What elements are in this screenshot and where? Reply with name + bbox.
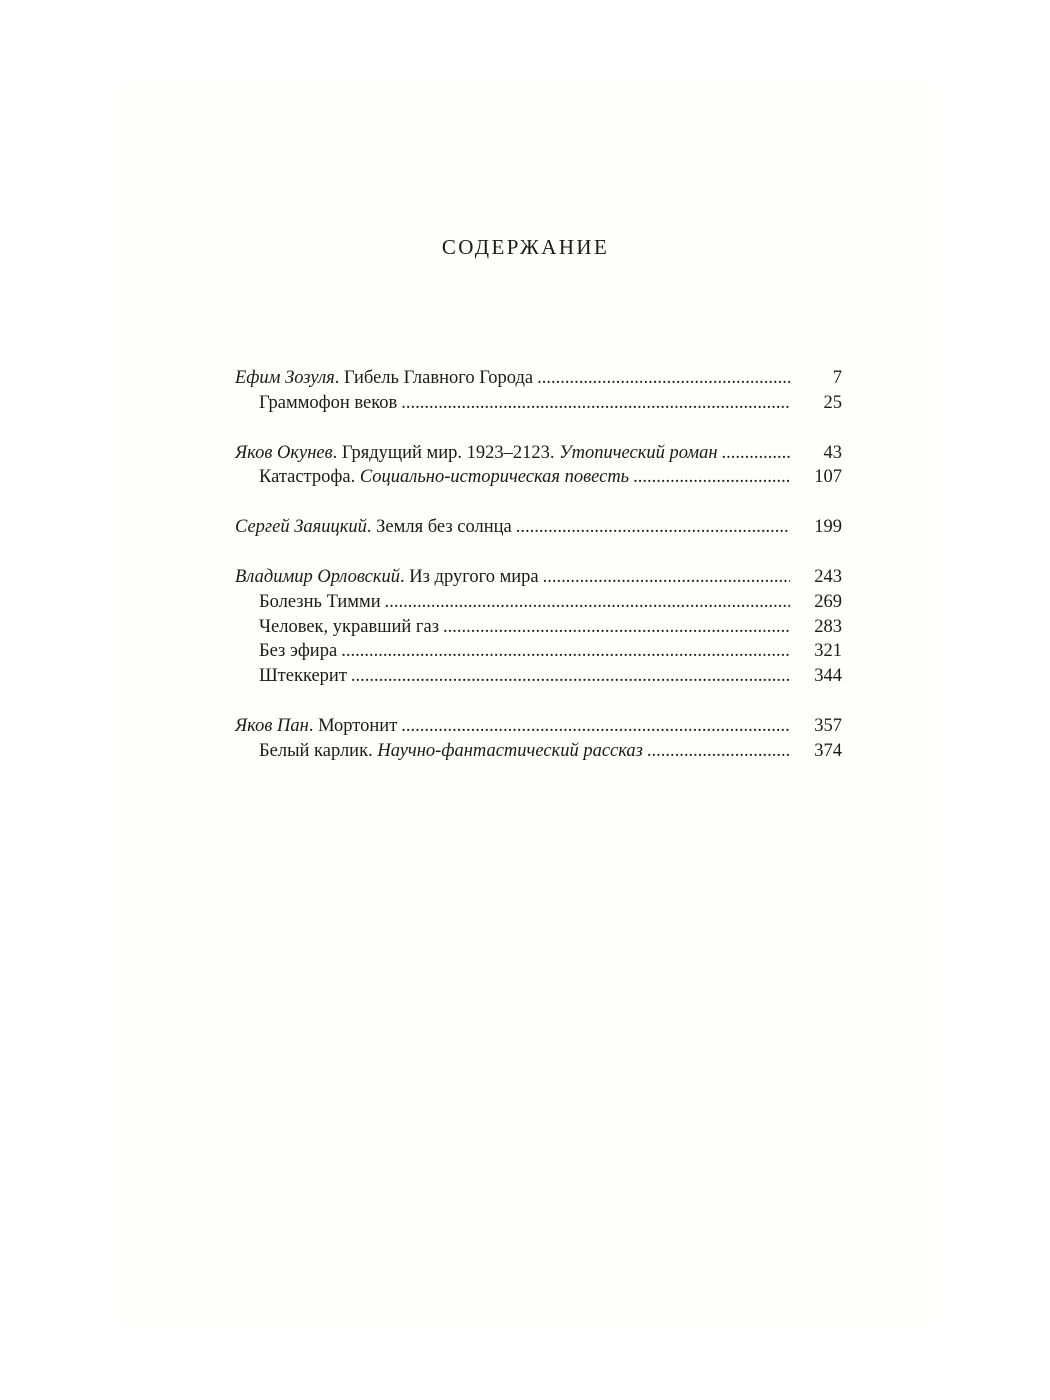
- toc-entry-text: [259, 739, 643, 764]
- toc-page-number: 243: [814, 566, 842, 587]
- dot-leader: [341, 639, 790, 664]
- toc-page-number: 25: [823, 392, 842, 413]
- toc-author: Владимир Орловский: [235, 566, 400, 587]
- toc-page-number: 7: [832, 368, 842, 388]
- toc-group: [235, 366, 842, 416]
- dot-leader: [401, 391, 790, 416]
- toc-entry[interactable]: [235, 664, 842, 689]
- toc-work-title: Мортонит: [318, 715, 398, 736]
- dot-leader: [516, 515, 790, 540]
- dot-leader: [401, 714, 790, 739]
- toc-entry[interactable]: [235, 639, 842, 664]
- toc-work-title: Катастрофа.: [259, 467, 356, 488]
- dot-leader: [385, 590, 790, 615]
- toc-page-number: 43: [823, 442, 842, 463]
- toc-entry-text: [259, 590, 381, 615]
- toc-page-number: 344: [814, 666, 842, 687]
- toc-work-title: Болезнь Тимми: [259, 591, 381, 612]
- toc-entry[interactable]: [235, 465, 842, 490]
- toc-work-title: Земля без солнца: [376, 517, 512, 538]
- dot-leader: [647, 739, 790, 764]
- toc-entry-text: [259, 391, 397, 416]
- toc-entry[interactable]: [235, 714, 842, 739]
- toc-entry-text: Яков Окунев. Грядущий мир. 1923–2123. Утопический роман: [235, 442, 718, 463]
- toc-author: Сергей Заяицкий: [235, 517, 367, 538]
- toc-entry-text: [259, 639, 337, 664]
- toc-group: [235, 441, 842, 491]
- toc-entry[interactable]: [235, 391, 842, 416]
- toc-page-number: 321: [814, 641, 842, 662]
- dot-leader: [722, 441, 790, 466]
- toc-entry[interactable]: [235, 590, 842, 615]
- toc-work-title: Белый карлик.: [259, 740, 373, 761]
- toc-entry-text: [259, 465, 629, 490]
- dot-leader: [543, 565, 790, 590]
- toc-group: [235, 565, 842, 689]
- toc-group: [235, 714, 842, 764]
- toc-work-title: Гибель Главного Города: [344, 368, 534, 388]
- dot-leader: [633, 465, 790, 490]
- toc-entry[interactable]: [235, 441, 842, 466]
- toc-genre: Социально-историческая повесть: [359, 467, 630, 488]
- toc-work-title: Без эфира: [259, 641, 338, 662]
- toc-work-title: Штеккерит: [259, 666, 347, 687]
- toc-work-title: Граммофон веков: [259, 392, 398, 413]
- toc-entry[interactable]: [235, 565, 842, 590]
- toc-author: Яков Пан: [235, 715, 309, 736]
- dot-leader: [443, 615, 790, 640]
- toc-entry-text: Ефим Зозуля. Гибель Главного Города: [235, 368, 534, 388]
- toc-work-title: Грядущий мир. 1923–2123.: [341, 442, 555, 463]
- toc-entry-text: Владимир Орловский. Из другого мира: [235, 566, 539, 587]
- toc-entry-text: [259, 615, 439, 640]
- toc-page-number: 269: [814, 591, 842, 612]
- toc-author: Яков Окунев: [235, 442, 333, 463]
- toc-page-number: 107: [814, 467, 842, 488]
- page-title: СОДЕРЖАНИЕ: [441, 235, 610, 259]
- toc-entry[interactable]: [235, 615, 842, 640]
- toc-entry[interactable]: [235, 366, 842, 391]
- toc-entry[interactable]: [235, 739, 842, 764]
- toc-group: [235, 515, 842, 540]
- toc-page-number: 283: [814, 616, 842, 637]
- toc-entry[interactable]: [235, 515, 842, 540]
- dot-leader: [537, 366, 790, 391]
- toc-work-title: Человек, укравший газ: [259, 616, 440, 637]
- toc-entry-text: Яков Пан. Мортонит: [235, 715, 398, 736]
- toc-genre: Утопический роман: [559, 442, 718, 463]
- toc-entry-text: [259, 664, 347, 689]
- toc-work-title: Из другого мира: [409, 566, 539, 587]
- toc-author: Ефим Зозуля: [235, 368, 335, 388]
- dot-leader: [351, 664, 790, 689]
- toc-entry-text: Сергей Заяицкий. Земля без солнца: [235, 517, 512, 538]
- toc-genre: Научно-фантастический рассказ: [377, 740, 643, 761]
- toc-page-number: 199: [814, 517, 842, 538]
- table-of-contents: [235, 366, 842, 789]
- toc-page-number: 374: [814, 740, 842, 761]
- toc-page-number: 357: [814, 715, 842, 736]
